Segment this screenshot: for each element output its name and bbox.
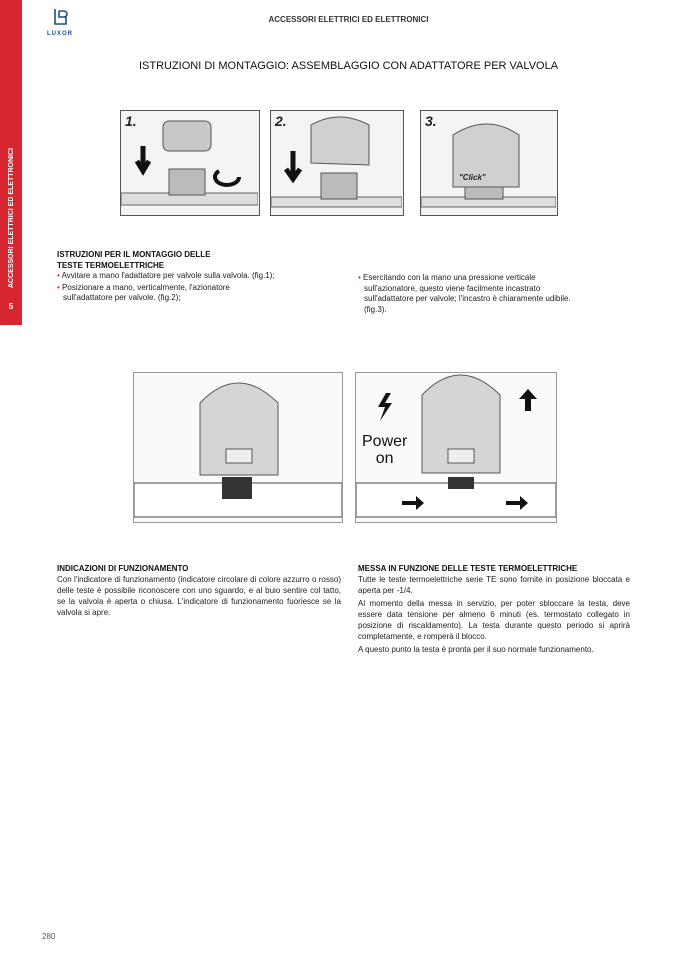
actuator-placement-illustration	[271, 111, 402, 214]
mounting-heading-2: TESTE TERMOELETTRICHE	[57, 261, 165, 270]
lightning-icon	[378, 393, 392, 421]
mounting-bullet: • Avvitare a mano l'adattatore per valvole sulla valvola. (fig.1);	[57, 271, 275, 280]
bullet-text: Posizionare a mano, verticalmente, l'azionatore sull'adattatore per valvole. (fig.2);	[62, 282, 230, 302]
figure-1-label: 1.	[125, 113, 137, 129]
startup-paragraph: A questo punto la testa è pronta per il suo normale funzionamento.	[358, 645, 594, 654]
page-number: 280	[42, 932, 56, 941]
indicator-text: Con l'indicatore di funzionamento (indicatore circolare di colore azzurro o rosso) delle teste è possibile riconoscere con uno sguardo, e al buio sentire col tatto, se la valvola è aperta o chiusa. L'indicatore di funzionamento fuoriesce se la valvola si apre.	[57, 575, 341, 617]
power-text: Power	[362, 433, 408, 450]
bullet-text: Avvitare a mano l'adattatore per valvole sulla valvola. (fig.1);	[61, 271, 275, 280]
startup-heading: MESSA IN FUNZIONE DELLE TESTE TERMOELETTRICHE	[358, 564, 578, 573]
indicator-heading: INDICAZIONI DI FUNZIONAMENTO	[57, 564, 189, 573]
mounting-bullet: • Esercitando con la mano una pressione verticale sull'azionatore, questo viene facilmente incastrato sull'adattatore per valvole; l'incastro è chiaramente udibile. (fig.3).	[358, 273, 571, 314]
on-text: on	[375, 450, 394, 467]
sidebar-label: ACCESSORI ELETTRICI ED ELETTRONICI	[7, 147, 15, 288]
actuator-indicator-illustration	[134, 373, 342, 522]
startup-section	[358, 563, 630, 655]
startup-paragraph: Al momento della messa in servizio, per poter sbloccare la testa, deve essere data tensione per almeno 6 minuti (es. termostato collegato in posizione di riscaldamento). La testa durante questo periodo si aprirà completamente, e romperà il blocco.	[358, 599, 630, 641]
startup-paragraph: Tutte le teste termoelettriche serie TE sono fornite in posizione bloccata e aperta per -1/4.	[358, 575, 630, 595]
figure-3-label: 3.	[425, 113, 437, 129]
mounting-bullet: • Posizionare a mano, verticalmente, l'azionatore sull'adattatore per valvole. (fig.2);	[57, 282, 230, 302]
click-label: "Click"	[459, 173, 486, 182]
figure-2-label: 2.	[275, 113, 287, 129]
power-on-label	[362, 433, 407, 467]
mounting-section	[57, 249, 337, 305]
figure-power-on	[355, 372, 557, 523]
actuator-click-illustration	[421, 111, 556, 214]
bullet-text: Esercitando con la mano una pressione verticale sull'azionatore, questo viene facilmente incastrato sull'adattatore per valvole; l'incastro è chiaramente udibile. (fig.3).	[363, 273, 571, 314]
sidebar-number: 5	[8, 302, 14, 311]
valve-adapter-illustration	[121, 111, 258, 214]
mounting-section-right	[358, 273, 583, 316]
sidebar-text	[0, 0, 22, 288]
figure-1	[120, 110, 260, 216]
logo-text: LUXOR	[47, 31, 73, 37]
figure-indicator	[133, 372, 343, 523]
mounting-heading-1: ISTRUZIONI PER IL MONTAGGIO DELLE	[57, 250, 211, 259]
arrow-up-icon	[519, 389, 537, 411]
figure-2	[270, 110, 404, 216]
page-header: ACCESSORI ELETTRICI ED ELETTRONICI	[268, 15, 429, 24]
page-title: ISTRUZIONI DI MONTAGGIO: ASSEMBLAGGIO CON ADATTATORE PER VALVOLA	[138, 60, 559, 72]
figure-3	[420, 110, 558, 216]
indicator-section	[57, 563, 341, 618]
